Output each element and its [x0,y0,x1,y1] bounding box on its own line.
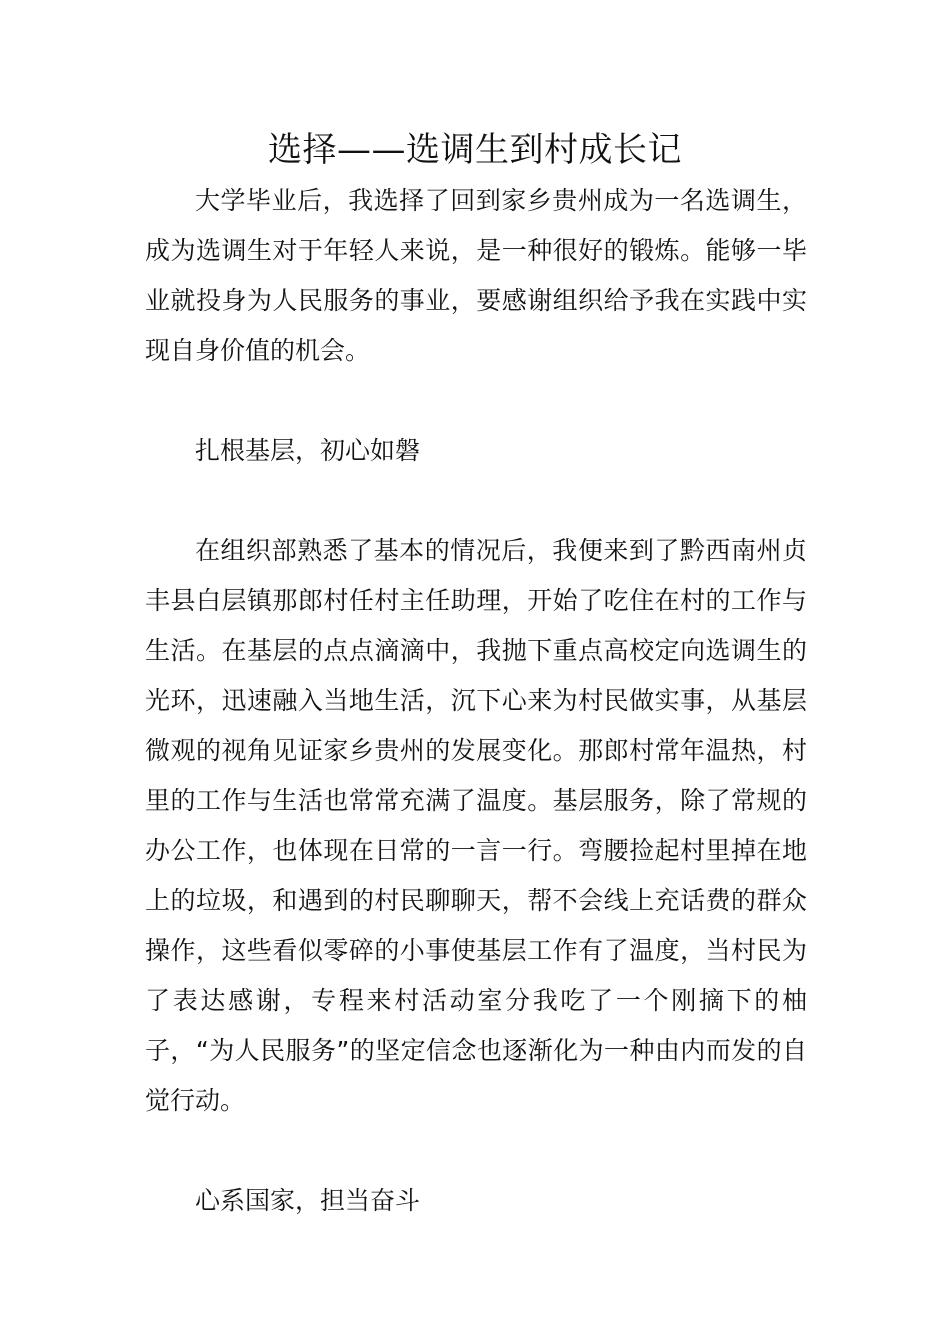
paragraph-gap [145,1126,807,1176]
section-heading-1: 扎根基层，初心如磐 [195,436,421,465]
document-body [145,176,807,1226]
document-title: 选择——选调生到村成长记 [268,130,682,170]
section-heading-2: 心系国家，担当奋斗 [195,1186,421,1215]
paragraph-gap [145,376,807,426]
paragraph-gap [145,476,807,526]
paragraph-section-1: 在组织部熟悉了基本的情况后，我便来到了黔西南州贞丰县白层镇那郎村任村主任助理，开始了吃住在村的工作与生活。在基层的点点滴滴中，我抛下重点高校定向选调生的光环，迅速融入当地生活，沉下心来为村民做实事，从基层微观的视角见证家乡贵州的发展变化。那郎村常年温热，村里的工作与生活也常常充满了温度。基层服务，除了常规的办公工作，也体现在日常的一言一行。弯腰捡起村里掉在地上的垃圾，和遇到的村民聊聊天，帮不会线上充话费的群众操作，这些看似零碎的小事使基层工作有了温度，当村民为了表达感谢，专程来村活动室分我吃了一个刚摘下的柚子，“为人民服务”的坚定信念也逐渐化为一种由内而发的自觉行动。 [145,536,807,1115]
paragraph-intro: 大学毕业后，我选择了回到家乡贵州成为一名选调生，成为选调生对于年轻人来说，是一种很好的锻炼。能够一毕业就投身为人民服务的事业，要感谢组织给予我在实践中实现自身价值的机会。 [145,186,807,365]
